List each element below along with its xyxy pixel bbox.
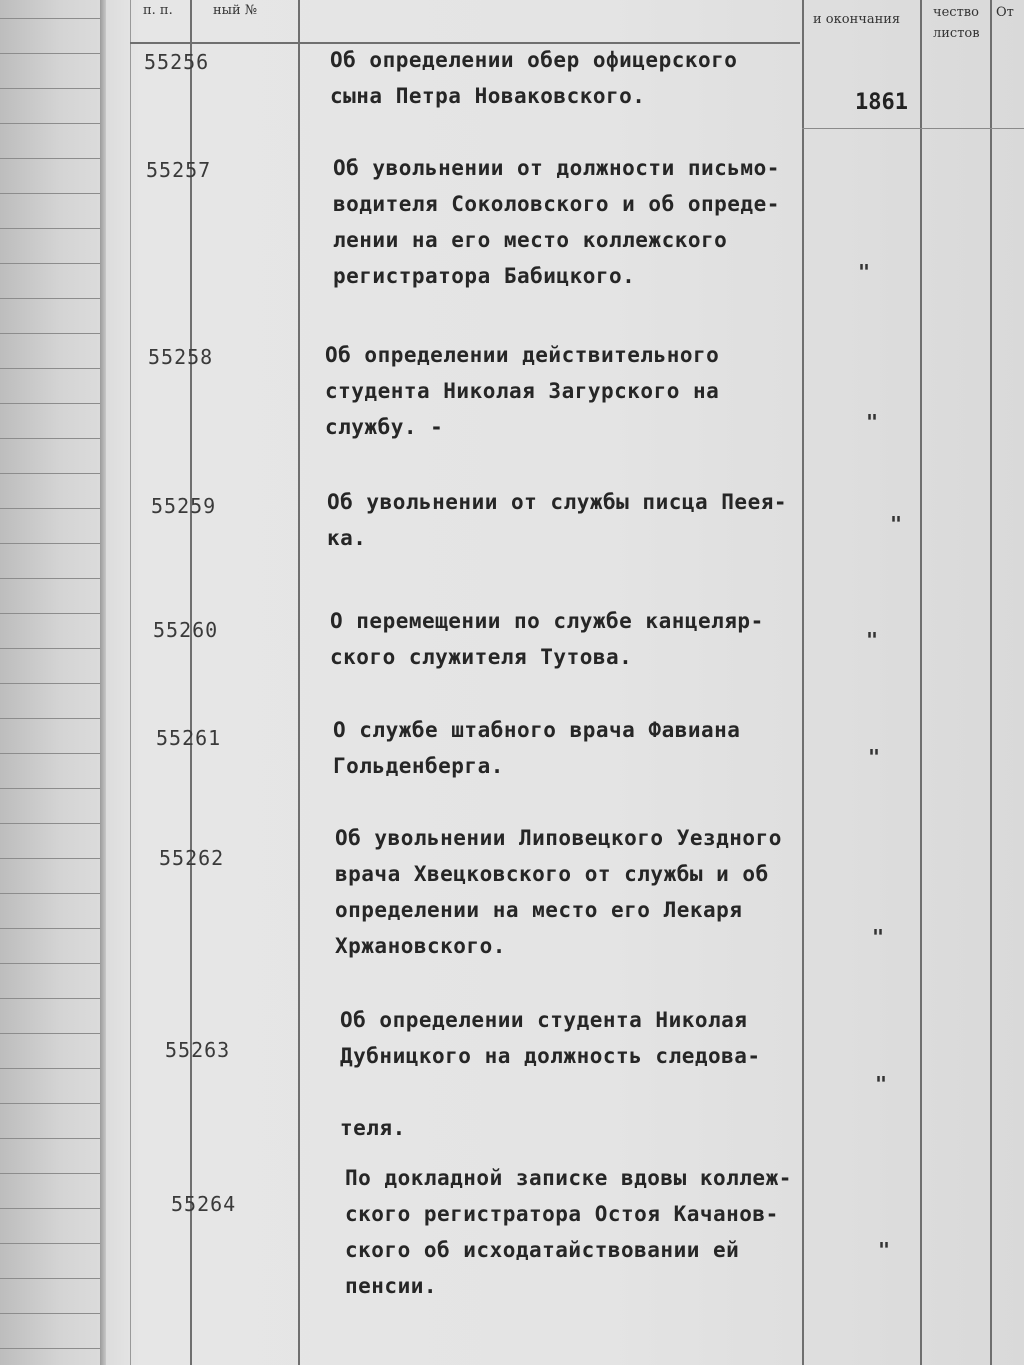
ruled-line: [0, 1033, 102, 1034]
ruled-line: [0, 928, 102, 929]
ruled-line: [0, 718, 102, 719]
ruled-line: [0, 123, 102, 124]
ruled-line: [0, 18, 102, 19]
ruled-line: [0, 1313, 102, 1314]
record-date-ditto: ": [858, 260, 871, 284]
ruled-line: [0, 508, 102, 509]
ruled-line: [0, 648, 102, 649]
ruled-line: [0, 613, 102, 614]
margin-line: [130, 0, 131, 1365]
record-date-ditto: ": [866, 410, 879, 434]
ruled-line: [0, 473, 102, 474]
ruled-line: [0, 788, 102, 789]
ruled-line: [0, 1348, 102, 1349]
record-number: 55259: [151, 494, 217, 518]
record-date-ditto: ": [890, 512, 903, 536]
ruled-line: [0, 263, 102, 264]
header-col-dates: и окончания: [813, 12, 901, 27]
header-col-count-1: чество: [933, 5, 979, 20]
ruled-line: [0, 1103, 102, 1104]
record-date-ditto: ": [872, 925, 885, 949]
record-number: 55258: [148, 345, 214, 369]
ruled-line: [0, 88, 102, 89]
record-number: 55260: [153, 618, 219, 642]
record-title: Об определении студента Николая Дубницкого на должность следова- теля.: [340, 1008, 761, 1140]
ruled-line: [0, 543, 102, 544]
row-rule: [802, 128, 1024, 129]
header-col-inv: ный №: [213, 3, 258, 18]
record-date: 1861: [855, 90, 908, 115]
ruled-line: [0, 158, 102, 159]
record-title: Об определении обер офицерского сына Петра Новаковского.: [330, 48, 738, 108]
ruled-line: [0, 1138, 102, 1139]
ruled-line: [0, 823, 102, 824]
ruled-line: [0, 228, 102, 229]
record-title: Об определении действительного студента Николая Загурского на службу. -: [325, 343, 720, 439]
ruled-line: [0, 1068, 102, 1069]
ruled-line: [0, 368, 102, 369]
record-title: Об увольнении Липовецкого Уездного врача Хвецковского от службы и об определении на место его Лекаря Хржановского.: [335, 826, 782, 958]
ruled-line: [0, 683, 102, 684]
record-title: Об увольнении от службы писца Пеея- ка.: [327, 490, 788, 550]
record-number: 55264: [171, 1192, 237, 1216]
record-title: О перемещении по службе канцеляр- ского служителя Тутова.: [330, 609, 764, 669]
record-title: О службе штабного врача Фавиана Гольденберга.: [333, 718, 741, 778]
header-col-count-2: листов: [933, 26, 980, 41]
ruled-line: [0, 578, 102, 579]
ruled-line: [0, 1208, 102, 1209]
header-col-nn: п. п.: [143, 3, 173, 18]
ruled-line: [0, 298, 102, 299]
book-spine: [100, 0, 106, 1365]
column-divider: [802, 0, 804, 1365]
column-divider: [190, 0, 192, 1365]
column-divider: [298, 0, 300, 1365]
header-col-notes: От: [996, 5, 1014, 20]
record-date-ditto: ": [878, 1238, 891, 1262]
record-number: 55263: [165, 1038, 231, 1062]
record-title: По докладной записке вдовы коллеж- ского регистратора Остоя Качанов- ского об исходатайствовании ей пенсии.: [345, 1166, 792, 1298]
ruled-line: [0, 1243, 102, 1244]
ruled-line: [0, 893, 102, 894]
ruled-line: [0, 1278, 102, 1279]
ruled-line: [0, 193, 102, 194]
ruled-line: [0, 753, 102, 754]
column-divider: [990, 0, 992, 1365]
ruled-line: [0, 963, 102, 964]
ruled-line: [0, 403, 102, 404]
record-number: 55256: [144, 50, 210, 74]
record-title: Об увольнении от должности письмо- водителя Соколовского и об опреде- лении на его место коллежского регистратора Бабицкого.: [333, 156, 780, 288]
record-number: 55261: [156, 726, 222, 750]
ruled-line: [0, 998, 102, 999]
column-divider: [920, 0, 922, 1365]
record-number: 55257: [146, 158, 212, 182]
ruled-line: [0, 53, 102, 54]
record-date-ditto: ": [866, 628, 879, 652]
facing-page-rules: [0, 0, 102, 1365]
ruled-line: [0, 333, 102, 334]
ruled-line: [0, 438, 102, 439]
record-date-ditto: ": [875, 1072, 888, 1096]
record-number: 55262: [159, 846, 225, 870]
ruled-line: [0, 1173, 102, 1174]
record-date-ditto: ": [868, 745, 881, 769]
ruled-line: [0, 858, 102, 859]
